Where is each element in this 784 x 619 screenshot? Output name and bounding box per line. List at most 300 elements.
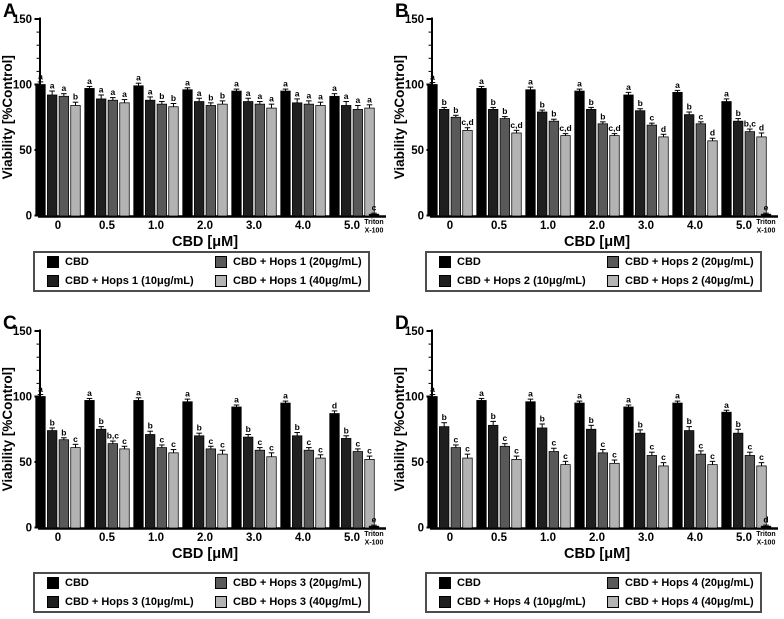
bar [512, 133, 522, 216]
x-tick-label: 0.5 [491, 532, 507, 544]
panel-a-chart [0, 0, 392, 248]
significance-letter: c [710, 450, 715, 461]
bar [488, 425, 498, 528]
bar [108, 100, 118, 216]
significance-letter: a [283, 390, 288, 401]
bar [59, 96, 69, 216]
x-tick-label: 5.0 [344, 220, 360, 232]
significance-letter: b [294, 422, 300, 433]
legend-item-hops-10 [47, 596, 215, 608]
significance-letter: c [465, 443, 470, 454]
significance-letter: c [612, 449, 617, 460]
significance-letter: d [660, 123, 667, 134]
significance-letter: b [49, 417, 55, 428]
bar [292, 436, 302, 528]
significance-letter: c [122, 435, 127, 446]
bar [561, 465, 571, 528]
legend-label: CBD + Hops 3 (10μg/mL) [65, 595, 194, 608]
bar [281, 403, 291, 528]
bar [316, 105, 326, 216]
legend-swatch-cbd [439, 256, 451, 268]
significance-letter: a [234, 78, 239, 89]
triton-x-label: Triton [756, 531, 776, 538]
bar [477, 88, 487, 216]
bar [36, 85, 46, 217]
significance-letter: b [600, 111, 606, 122]
significance-letter: b [539, 99, 545, 110]
significance-letter: a [528, 76, 533, 87]
bar [183, 90, 193, 216]
bar [330, 96, 340, 216]
bar [267, 108, 277, 216]
bar [463, 130, 473, 216]
x-tick-label: 3.0 [246, 220, 262, 232]
significance-letter: a [87, 387, 92, 398]
significance-letter: b [588, 414, 594, 425]
bar [575, 403, 585, 528]
panel-d-chart [392, 312, 784, 560]
bar [635, 111, 645, 216]
significance-letter: c,d [510, 119, 523, 130]
bar [194, 436, 204, 528]
legend-swatch-hops-40 [215, 275, 227, 287]
bar [120, 449, 130, 528]
bar [708, 141, 718, 216]
significance-letter: b [441, 96, 447, 107]
bar [365, 108, 375, 216]
bar [439, 427, 449, 528]
x-axis-title: CBD [μM] [563, 234, 631, 250]
triton-bar [369, 214, 379, 216]
significance-letter: b [490, 410, 496, 421]
significance-letter: a [367, 94, 372, 105]
bar [684, 115, 694, 216]
significance-letter: a [479, 75, 484, 86]
significance-letter: c,d [559, 123, 572, 134]
bar [561, 136, 571, 216]
bar [304, 450, 314, 528]
y-tick-label: 150 [12, 14, 32, 26]
x-tick-label: 0 [54, 220, 62, 232]
y-tick-label: 0 [25, 210, 32, 223]
legend-item-hops-40 [215, 596, 368, 608]
legend-item-hops-10 [439, 275, 607, 287]
bar [145, 100, 155, 216]
bar [36, 397, 46, 529]
significance-letter: b [735, 418, 741, 429]
bar [85, 88, 95, 216]
bar [537, 112, 547, 216]
bar [353, 452, 363, 528]
significance-letter: b [490, 96, 496, 107]
significance-letter: c [502, 433, 508, 444]
x-tick-label: 3.0 [638, 220, 654, 232]
significance-letter: d [763, 514, 769, 525]
legend-item-hops-20 [215, 256, 368, 268]
significance-letter: a [122, 89, 127, 100]
significance-letter: a [147, 86, 153, 97]
legend-item-cbd [47, 256, 215, 268]
significance-letter: b [588, 96, 594, 107]
legend-item-hops-10 [439, 596, 607, 608]
significance-letter: c [306, 437, 312, 448]
triton-x-label: X-100 [364, 227, 384, 235]
significance-letter: a [626, 81, 631, 92]
bar [586, 109, 596, 216]
legend-swatch-hops-20 [607, 256, 619, 268]
y-axis-title: Viability [%Control] [392, 367, 407, 492]
bar [341, 438, 351, 528]
x-tick-label: 4.0 [687, 532, 703, 544]
bar [647, 455, 657, 528]
y-tick-label: 100 [12, 79, 32, 92]
legend-swatch-cbd [439, 577, 451, 589]
panel-label: B [395, 1, 409, 22]
y-tick-label: 100 [404, 79, 424, 92]
x-axis-title: CBD [μM] [171, 234, 239, 250]
significance-letter: c,d [461, 117, 474, 128]
bar [745, 455, 755, 528]
x-tick-label: 2.0 [589, 220, 605, 232]
significance-letter: c [208, 435, 214, 446]
bar [134, 86, 144, 216]
significance-letter: a [38, 384, 43, 395]
significance-letter: c [747, 441, 753, 452]
significance-letter: a [245, 87, 251, 98]
significance-letter: c [514, 445, 519, 456]
bar [733, 121, 743, 216]
bar [526, 90, 536, 216]
significance-letter: b [208, 92, 214, 103]
bar [47, 95, 57, 216]
legend-label: CBD [65, 577, 89, 590]
significance-letter: a [332, 83, 337, 94]
significance-letter: a [528, 388, 533, 399]
bar [243, 102, 253, 216]
x-tick-label: 3.0 [638, 532, 654, 544]
bar [281, 91, 291, 216]
bar [610, 463, 620, 528]
x-tick-label: 0.5 [99, 532, 115, 544]
significance-letter: e [763, 202, 769, 213]
triton-x-label: X-100 [756, 539, 776, 547]
bar [267, 457, 277, 528]
bar [330, 414, 340, 528]
y-tick-label: 100 [12, 391, 32, 404]
y-tick-label: 150 [404, 14, 424, 26]
legend-item-hops-20 [607, 577, 760, 589]
bar [108, 444, 118, 528]
x-tick-label: 1.0 [148, 532, 164, 544]
legend-label: CBD + Hops 4 (40μg/mL) [625, 595, 754, 608]
triton-x-label: Triton [364, 219, 384, 226]
bar [85, 400, 95, 528]
significance-letter: a [136, 72, 141, 83]
significance-letter: b [453, 104, 459, 115]
significance-letter: a [98, 84, 104, 95]
significance-letter: b [686, 101, 692, 112]
significance-letter: a [136, 387, 141, 398]
bar [549, 121, 559, 216]
significance-letter: a [49, 80, 55, 91]
significance-letter: b [98, 416, 104, 427]
significance-letter: b,c [106, 430, 119, 441]
triton-x-label: X-100 [364, 539, 384, 547]
panel-label: C [3, 313, 17, 334]
bar [549, 452, 559, 528]
y-axis-title: Viability [%Control] [392, 55, 407, 180]
bar [232, 407, 242, 528]
significance-letter: d [758, 122, 765, 133]
y-tick-label: 50 [19, 457, 32, 469]
legend-label: CBD + Hops 1 (40μg/mL) [233, 274, 362, 287]
significance-letter: b [72, 91, 79, 102]
significance-letter: a [234, 394, 239, 405]
bar [206, 105, 216, 216]
legend-swatch-hops-20 [607, 577, 619, 589]
significance-letter: a [430, 384, 435, 395]
bar [610, 136, 620, 216]
legend-swatch-hops-40 [215, 596, 227, 608]
significance-letter: c [698, 111, 704, 122]
significance-letter: c [355, 438, 361, 449]
legend-panel-a [33, 251, 370, 292]
significance-letter: a [294, 88, 300, 99]
legend-item-hops-10 [47, 275, 215, 287]
bar [218, 104, 228, 216]
legend-label: CBD + Hops 2 (40μg/mL) [625, 274, 754, 287]
significance-letter: c [159, 434, 165, 445]
legend-swatch-hops-10 [439, 596, 451, 608]
legend-label: CBD + Hops 4 (10μg/mL) [457, 595, 586, 608]
significance-letter: c [73, 433, 78, 444]
bar [304, 104, 314, 216]
legend-swatch-hops-10 [439, 275, 451, 287]
x-tick-label: 5.0 [736, 220, 752, 232]
bar [255, 450, 265, 528]
y-tick-label: 0 [417, 210, 424, 223]
significance-letter: c [257, 437, 263, 448]
bar [488, 109, 498, 216]
bar [96, 429, 106, 528]
significance-letter: c [600, 439, 606, 450]
bar [255, 104, 265, 216]
legend-label: CBD + Hops 1 (20μg/mL) [233, 256, 362, 269]
legend-label: CBD + Hops 3 (40μg/mL) [233, 595, 362, 608]
x-tick-label: 0.5 [99, 220, 115, 232]
significance-letter: c [367, 445, 372, 456]
legend-label: CBD + Hops 3 (20μg/mL) [233, 577, 362, 590]
significance-letter: a [318, 91, 323, 102]
significance-letter: a [343, 91, 349, 102]
bar [428, 397, 438, 529]
legend-swatch-hops-20 [215, 256, 227, 268]
legend-item-hops-20 [215, 577, 368, 589]
legend-label: CBD [457, 577, 481, 590]
bar [47, 431, 57, 528]
bar [647, 125, 657, 216]
significance-letter: a [577, 78, 582, 89]
significance-letter: e [371, 514, 377, 525]
x-tick-label: 4.0 [295, 220, 311, 232]
legend-label: CBD + Hops 2 (10μg/mL) [457, 274, 586, 287]
bar [722, 412, 732, 528]
significance-letter: a [675, 390, 680, 401]
significance-letter: c [649, 441, 655, 452]
legend-panel-b [425, 251, 762, 292]
significance-letter: b [196, 422, 202, 433]
bar [463, 458, 473, 528]
x-tick-label: 2.0 [197, 532, 213, 544]
bar [316, 458, 326, 528]
legend-label: CBD [65, 256, 89, 269]
bar [243, 437, 253, 528]
x-tick-label: 5.0 [736, 532, 752, 544]
legend-swatch-hops-40 [607, 275, 619, 287]
bar [500, 446, 510, 528]
significance-letter: b [147, 420, 153, 431]
bar [512, 459, 522, 528]
significance-letter: a [724, 88, 729, 99]
legend-panel-d [425, 572, 762, 613]
panel-label: D [395, 313, 409, 334]
significance-letter: d [709, 127, 716, 138]
significance-letter: a [269, 93, 274, 104]
significance-letter: c [269, 442, 274, 453]
panel-b-chart [392, 0, 784, 248]
x-tick-label: 5.0 [344, 532, 360, 544]
bar [120, 103, 130, 216]
significance-letter: b,c [743, 118, 756, 129]
x-tick-label: 1.0 [540, 532, 556, 544]
y-tick-label: 0 [417, 522, 424, 535]
significance-letter: a [185, 77, 190, 88]
significance-letter: c,d [608, 123, 621, 134]
significance-letter: c [551, 437, 557, 448]
bar [659, 466, 669, 528]
x-tick-label: 0.5 [491, 220, 507, 232]
significance-letter: b [551, 108, 557, 119]
bar [624, 407, 634, 528]
bar [586, 429, 596, 528]
triton-x-label: Triton [364, 531, 384, 538]
triton-bar [761, 526, 771, 528]
significance-letter: b [686, 416, 692, 427]
bar [635, 433, 645, 528]
legend-swatch-cbd [47, 256, 59, 268]
significance-letter: a [724, 399, 729, 410]
significance-letter: a [38, 71, 43, 82]
x-tick-label: 4.0 [295, 532, 311, 544]
x-axis-title: CBD [μM] [563, 546, 631, 562]
legend-swatch-hops-20 [215, 577, 227, 589]
bar [451, 117, 461, 216]
bar [169, 453, 179, 528]
bar [169, 107, 179, 216]
triton-x-label: Triton [756, 219, 776, 226]
y-tick-label: 100 [404, 391, 424, 404]
y-tick-label: 50 [411, 145, 424, 157]
significance-letter: b [245, 423, 251, 434]
bar [537, 428, 547, 528]
significance-letter: b [170, 92, 177, 103]
legend-item-cbd [439, 577, 607, 589]
significance-letter: a [283, 78, 288, 89]
bar [673, 92, 683, 216]
bar [232, 91, 242, 216]
bar [71, 448, 81, 528]
bar [696, 124, 706, 216]
significance-letter: c [563, 450, 568, 461]
bar [428, 85, 438, 217]
y-tick-label: 50 [411, 457, 424, 469]
bar [733, 433, 743, 528]
x-tick-label: 0 [446, 532, 454, 544]
significance-letter: b [539, 413, 545, 424]
legend-label: CBD [457, 256, 481, 269]
bar [673, 403, 683, 528]
bar [708, 465, 718, 528]
x-tick-label: 1.0 [540, 220, 556, 232]
significance-letter: c [220, 439, 225, 450]
bar [206, 449, 216, 528]
significance-letter: b [637, 419, 643, 430]
legend-item-cbd [439, 256, 607, 268]
legend-item-hops-40 [607, 275, 760, 287]
x-tick-label: 4.0 [687, 220, 703, 232]
y-tick-label: 150 [404, 326, 424, 338]
bar [96, 99, 106, 216]
significance-letter: a [185, 388, 190, 399]
legend-item-hops-40 [215, 275, 368, 287]
bar [145, 434, 155, 528]
bar [194, 102, 204, 216]
bar [745, 132, 755, 216]
significance-letter: b [343, 425, 349, 436]
bar [157, 448, 167, 528]
x-tick-label: 3.0 [246, 532, 262, 544]
significance-letter: b [502, 106, 508, 117]
significance-letter: a [355, 94, 361, 105]
significance-letter: c [318, 444, 323, 455]
legend-panel-c [33, 572, 370, 613]
significance-letter: b [219, 90, 226, 101]
significance-letter: b [159, 91, 165, 102]
y-axis-title: Viability [%Control] [0, 55, 15, 180]
y-axis-title: Viability [%Control] [0, 367, 15, 492]
significance-letter: a [626, 394, 631, 405]
x-tick-label: 0 [446, 220, 454, 232]
legend-swatch-cbd [47, 577, 59, 589]
bar [575, 91, 585, 216]
x-tick-label: 2.0 [197, 220, 213, 232]
x-tick-label: 1.0 [148, 220, 164, 232]
x-tick-label: 0 [54, 532, 62, 544]
y-tick-label: 0 [25, 522, 32, 535]
legend-label: CBD + Hops 2 (20μg/mL) [625, 256, 754, 269]
legend-item-hops-40 [607, 596, 760, 608]
significance-letter: a [479, 387, 484, 398]
significance-letter: c [759, 452, 764, 463]
bar [134, 400, 144, 528]
bar [59, 440, 69, 528]
significance-letter: b [637, 98, 643, 109]
significance-letter: b [61, 427, 67, 438]
significance-letter: a [196, 87, 202, 98]
legend-swatch-hops-40 [607, 596, 619, 608]
bar [500, 119, 510, 216]
bar [598, 453, 608, 528]
